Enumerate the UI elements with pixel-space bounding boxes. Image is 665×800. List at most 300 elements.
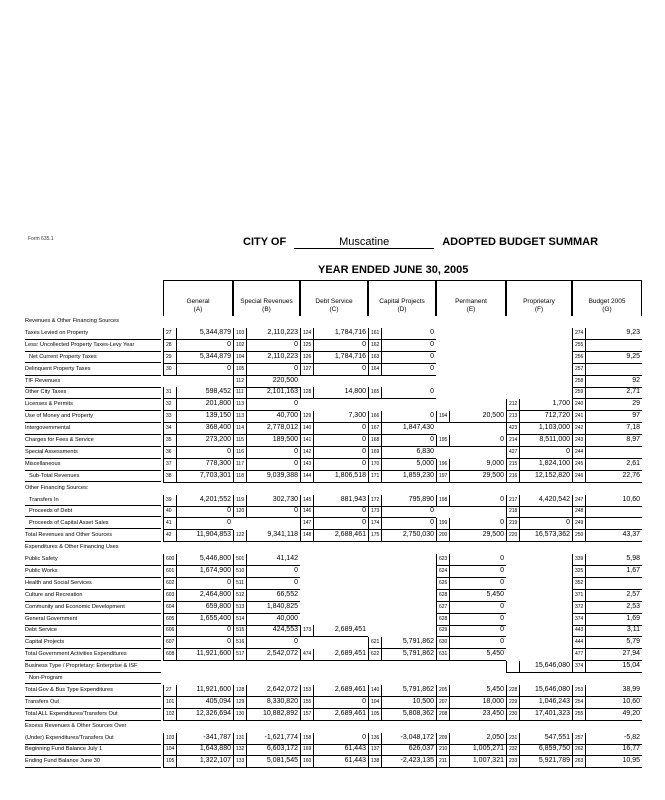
cell-divider (246, 447, 247, 458)
cell-value: 4,420,542 (538, 495, 570, 503)
cell-divider (176, 697, 177, 708)
cell-divider (176, 340, 177, 351)
line-number: 626 (439, 579, 448, 586)
table-cell (572, 685, 642, 697)
table-cell (300, 411, 368, 423)
row-label: Charges for Fees & Service (25, 437, 161, 447)
cell-value: 0 (500, 602, 504, 610)
line-number: 111 (236, 389, 244, 396)
title-suffix: ADOPTED BUDGET SUMMAR (442, 236, 599, 248)
line-number: 102 (236, 341, 245, 348)
cell-divider (313, 411, 314, 422)
table-cell (233, 435, 300, 447)
line-number: 129 (236, 698, 245, 705)
cell-divider (449, 709, 450, 720)
table-cell (300, 435, 368, 447)
row-label: Revenues & Other Financing Sources (25, 318, 119, 324)
table-cell (233, 733, 300, 745)
line-number: 137 (371, 746, 380, 753)
table-cell (300, 530, 368, 542)
table-cell (436, 495, 506, 507)
line-number: 516 (236, 639, 245, 646)
line-number: 27 (166, 686, 172, 693)
cell-value: 2,642,072 (266, 685, 298, 693)
cell-value: 2,71 (626, 388, 640, 396)
table-cell (300, 685, 368, 697)
row-label: Use of Money and Property (25, 413, 161, 423)
cell-divider (449, 744, 450, 755)
line-number: 444 (575, 639, 584, 646)
table-cell (300, 471, 368, 483)
table-cell (368, 518, 436, 530)
cell-divider (381, 387, 382, 398)
cell-value: 4,201,552 (199, 495, 231, 503)
table-cell (300, 447, 368, 459)
cell-divider (449, 756, 450, 767)
line-number: 120 (236, 508, 245, 515)
cell-value: 16,77 (622, 745, 640, 753)
cell-value: 43,37 (622, 531, 640, 539)
cell-divider (246, 340, 247, 351)
cell-divider (313, 733, 314, 744)
row-label: Miscellaneous (25, 461, 161, 471)
table-row (25, 756, 665, 768)
line-number: 104 (236, 353, 245, 360)
line-number: 241 (575, 413, 584, 420)
cell-divider (246, 578, 247, 589)
cell-divider (519, 447, 520, 458)
column-name: Special Revenues (240, 298, 293, 306)
table-cell (233, 744, 300, 756)
table-row (25, 423, 665, 435)
line-number: 140 (303, 425, 312, 432)
line-number: 162 (371, 341, 380, 348)
cell-value: 1,322,107 (199, 757, 231, 765)
line-number: 116 (236, 448, 244, 455)
table-cell (436, 625, 506, 637)
cell-divider (381, 518, 382, 529)
cell-value: 0 (227, 364, 231, 372)
row-label: (Under) Expenditures/Transfers Out (25, 735, 161, 745)
cell-value: 0 (362, 697, 366, 705)
table-cell (300, 756, 368, 768)
column-header (572, 280, 642, 316)
column-name: Capital Projects (379, 298, 425, 306)
line-number: 199 (439, 520, 448, 527)
line-number: 628 (439, 591, 448, 598)
line-number: 608 (166, 651, 175, 658)
table-cell (233, 471, 300, 483)
cell-divider (449, 697, 450, 708)
cell-value: 2,689,461 (334, 685, 366, 693)
line-number: 169 (303, 746, 312, 753)
line-number: 213 (509, 413, 518, 420)
cell-value: 424,553 (272, 626, 298, 634)
table-cell (163, 435, 233, 447)
line-number: 40 (166, 508, 172, 515)
cell-value: 1,67 (626, 566, 640, 574)
table-cell (368, 328, 436, 340)
cell-divider (313, 471, 314, 482)
cell-value: 11,921,600 (196, 685, 231, 693)
line-number: 229 (509, 698, 518, 705)
line-number: 512 (236, 591, 245, 598)
cell-value: 2,101,163 (266, 388, 298, 396)
table-cell (233, 506, 300, 518)
table-row (25, 495, 665, 507)
cell-divider (246, 423, 247, 434)
table-cell (436, 637, 506, 649)
cell-divider (246, 471, 247, 482)
cell-divider (313, 435, 314, 446)
line-number: 157 (303, 710, 312, 717)
table-cell (436, 566, 506, 578)
line-number: 501 (236, 556, 245, 562)
line-number: 105 (166, 758, 175, 765)
cell-value: 2,689,451 (334, 626, 366, 634)
line-number: 115 (236, 437, 244, 443)
line-number: 246 (575, 472, 584, 479)
table-cell (436, 649, 506, 661)
cell-value: 273,200 (205, 436, 231, 443)
line-number: 32 (166, 401, 172, 408)
cell-value: 2,778,012 (266, 424, 298, 432)
cell-divider (381, 649, 382, 660)
cell-value: 11,921,600 (196, 650, 231, 658)
table-cell (163, 340, 233, 352)
cell-divider (519, 506, 520, 517)
table-row (25, 721, 665, 733)
cell-value: 5,344,879 (199, 328, 231, 336)
line-number: 42 (166, 532, 172, 539)
table-cell (436, 554, 506, 566)
table-cell (233, 411, 300, 423)
line-number: 258 (575, 377, 584, 384)
row-label: Taxes Levied on Property (25, 330, 161, 340)
table-cell (436, 459, 506, 471)
line-number: 515 (236, 627, 245, 634)
cell-value: 40,000 (276, 614, 298, 622)
table-cell (368, 411, 436, 423)
table-row (25, 733, 665, 745)
cell-value: 66,552 (276, 590, 298, 598)
cell-value: 29,500 (482, 471, 504, 479)
cell-divider (381, 709, 382, 720)
line-number: 29 (166, 353, 172, 360)
cell-divider (176, 756, 177, 767)
line-number: 443 (575, 627, 584, 634)
cell-value: -5,82 (624, 733, 640, 741)
table-cell (572, 495, 642, 507)
line-number: 511 (236, 579, 244, 586)
cell-divider (176, 625, 177, 636)
table-cell (436, 709, 506, 721)
table-row (25, 590, 665, 602)
cell-value: 0 (430, 507, 434, 515)
line-number: 175 (371, 532, 380, 539)
cell-divider (176, 459, 177, 470)
line-number: 140 (371, 686, 380, 693)
cell-value: 598,452 (205, 388, 231, 396)
cell-divider (176, 554, 177, 565)
table-cell (163, 387, 233, 399)
cell-divider (585, 685, 586, 696)
row-label: Proceeds of Capital Asset Sales (25, 520, 161, 529)
table-cell (436, 602, 506, 614)
cell-divider (176, 411, 177, 422)
column-header (368, 280, 436, 316)
cell-divider (246, 411, 247, 422)
cell-divider (449, 471, 450, 482)
line-number: 200 (439, 532, 448, 539)
table-cell (300, 625, 368, 637)
cell-divider (246, 625, 247, 636)
table-cell (572, 447, 642, 459)
table-cell (436, 614, 506, 626)
table-cell (506, 435, 572, 447)
cell-divider (381, 447, 382, 458)
line-number: 228 (509, 686, 518, 693)
row-label: Delinquent Property Taxes (25, 366, 161, 376)
line-number: 38 (166, 472, 172, 479)
line-number: 510 (236, 567, 245, 574)
line-number: 631 (439, 651, 448, 658)
line-number: 602 (166, 579, 175, 586)
line-number: 250 (575, 532, 584, 539)
table-cell (368, 471, 436, 483)
table-cell (506, 709, 572, 721)
cell-value: 15,04 (622, 662, 640, 670)
cell-divider (313, 352, 314, 363)
line-number: 170 (371, 460, 380, 467)
cell-value: 0 (362, 519, 366, 527)
line-number: 37 (166, 460, 172, 467)
cell-divider (176, 495, 177, 506)
cell-divider (246, 387, 247, 398)
cell-divider (313, 756, 314, 767)
cell-divider (585, 530, 586, 541)
table-cell (368, 459, 436, 471)
cell-value: 14,800 (344, 388, 366, 396)
table-cell (368, 340, 436, 352)
table-cell (368, 756, 436, 768)
line-number: 622 (371, 651, 380, 658)
line-number: 158 (303, 734, 312, 741)
cell-value: 22,76 (622, 471, 640, 479)
table-row (25, 376, 665, 388)
line-number: 165 (371, 389, 380, 396)
table-row (25, 447, 665, 459)
cell-divider (449, 435, 450, 446)
cell-divider (449, 685, 450, 696)
city-name: Muscatine (294, 236, 434, 249)
column-header (233, 280, 300, 316)
table-cell (572, 459, 642, 471)
cell-divider (246, 649, 247, 660)
table-cell (163, 554, 233, 566)
table-cell (572, 435, 642, 447)
cell-divider (519, 709, 520, 720)
table-cell (300, 459, 368, 471)
cell-value: 6,603,172 (266, 745, 298, 753)
table-cell (572, 578, 642, 590)
cell-value: 712,720 (544, 412, 570, 420)
line-number: 372 (575, 603, 584, 610)
table-cell (572, 756, 642, 768)
table-cell (572, 364, 642, 376)
row-label: Total ALL Expenditures/Transfers Out (25, 711, 161, 721)
cell-value: 1,007,321 (472, 757, 504, 765)
column-code: (F) (534, 306, 544, 314)
cell-divider (176, 328, 177, 339)
line-number: 607 (166, 639, 175, 646)
table-cell (233, 387, 300, 399)
line-number: 212 (509, 401, 518, 408)
cell-value: 2,689,451 (334, 650, 366, 658)
line-number: 259 (575, 389, 584, 396)
cell-value: 0 (430, 388, 434, 396)
cell-value: 0 (227, 447, 231, 455)
cell-divider (585, 566, 586, 577)
cell-divider (313, 340, 314, 351)
table-cell (572, 661, 642, 673)
line-number: 125 (303, 341, 312, 348)
table-row (25, 542, 665, 554)
cell-divider (585, 554, 586, 565)
line-number: 621 (371, 639, 380, 646)
line-number: 160 (303, 758, 312, 765)
cell-divider (519, 471, 520, 482)
cell-value: 201,800 (205, 400, 231, 408)
cell-divider (585, 625, 586, 636)
cell-divider (381, 340, 382, 351)
table-row (25, 364, 665, 376)
cell-divider (519, 459, 520, 470)
table-cell (572, 709, 642, 721)
column-name: Debt Service (315, 298, 353, 306)
cell-value: 0 (430, 519, 434, 527)
table-cell (233, 685, 300, 697)
cell-divider (381, 495, 382, 506)
cell-value: 29 (632, 400, 640, 408)
table-cell (163, 637, 233, 649)
cell-divider (585, 709, 586, 720)
cell-divider (176, 399, 177, 410)
cell-value: 0 (362, 459, 366, 467)
line-number: 172 (371, 496, 380, 503)
cell-divider (585, 376, 586, 387)
cell-divider (313, 530, 314, 541)
line-number: 630 (439, 639, 448, 646)
table-cell (163, 423, 233, 435)
row-label: Total Government Activities Expenditures (25, 651, 161, 661)
table-cell (163, 744, 233, 756)
cell-value: 15,646,080 (534, 685, 570, 693)
cell-value: 0 (227, 638, 231, 646)
table-cell (572, 471, 642, 483)
cell-divider (585, 590, 586, 601)
table-cell (572, 625, 642, 637)
line-number: 153 (303, 686, 312, 693)
row-label: Excess Revenues & Other Sources Over (25, 722, 127, 729)
cell-value: 220,500 (272, 376, 298, 384)
cell-value: 0 (430, 364, 434, 372)
cell-divider (313, 625, 314, 636)
cell-value: 38,99 (622, 685, 640, 693)
row-label: Debt Service (25, 627, 161, 637)
line-number: 256 (575, 353, 584, 360)
table-cell (233, 756, 300, 768)
cell-value: 29,500 (482, 531, 504, 539)
cell-divider (246, 506, 247, 517)
line-number: 105 (371, 710, 380, 717)
cell-value: -1,621,774 (264, 733, 298, 741)
line-number: 257 (575, 365, 584, 372)
table-cell (233, 625, 300, 637)
line-number: 245 (575, 460, 584, 467)
table-cell (572, 506, 642, 518)
cell-divider (449, 578, 450, 589)
cell-value: 5,79 (626, 638, 640, 646)
line-number: 147 (303, 520, 312, 527)
line-number: 243 (575, 437, 584, 443)
line-number: 34 (166, 425, 172, 432)
cell-divider (246, 495, 247, 506)
table-cell (163, 364, 233, 376)
cell-divider (176, 590, 177, 601)
cell-divider (585, 733, 586, 744)
table-cell (368, 685, 436, 697)
cell-value: 0 (430, 412, 434, 420)
cell-value: 0 (500, 436, 504, 443)
line-number: 255 (575, 341, 584, 348)
line-number: 168 (371, 437, 380, 443)
cell-value: 8,511,000 (539, 436, 570, 443)
table-cell (368, 697, 436, 709)
table-row (25, 316, 665, 328)
row-label: Capital Projects (25, 639, 161, 649)
table-cell (233, 566, 300, 578)
table-cell (300, 387, 368, 399)
line-number: 352 (575, 579, 584, 586)
cell-value: 5,98 (626, 555, 640, 562)
row-label: Net Current Property Taxes (25, 354, 161, 363)
cell-value: 139,150 (205, 412, 231, 420)
cell-value: 6,859,750 (538, 745, 570, 753)
cell-divider (246, 459, 247, 470)
cell-value: 9,23 (626, 328, 640, 336)
table-cell (436, 733, 506, 745)
table-cell (163, 506, 233, 518)
column-code: (E) (466, 306, 476, 314)
line-number: 232 (509, 746, 518, 753)
table-cell (233, 649, 300, 661)
cell-value: 2,110,223 (267, 328, 298, 336)
cell-divider (381, 459, 382, 470)
column-code: (D) (397, 306, 407, 314)
table-cell (233, 399, 300, 411)
table-cell (506, 733, 572, 745)
line-number: 427 (509, 448, 518, 455)
table-cell (300, 744, 368, 756)
line-number: 601 (166, 567, 175, 574)
table-cell (233, 459, 300, 471)
cell-divider (313, 697, 314, 708)
cell-divider (313, 744, 314, 755)
table-cell (506, 471, 572, 483)
line-number: 211 (439, 758, 447, 765)
table-cell (300, 340, 368, 352)
